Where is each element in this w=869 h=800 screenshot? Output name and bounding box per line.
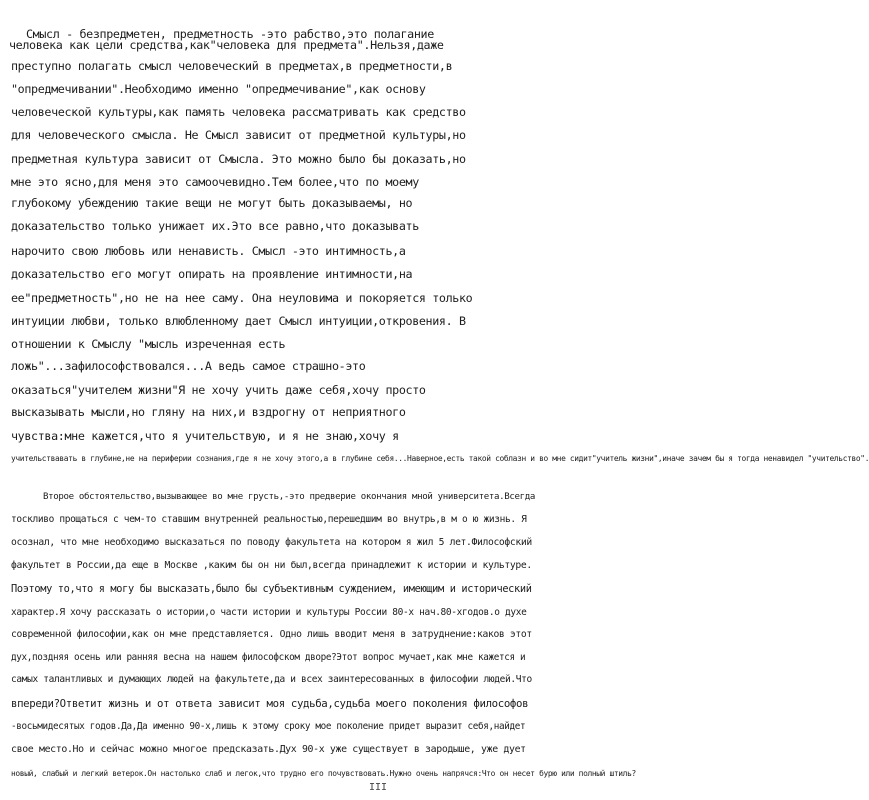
text-line: преступно полагать смысл человеческий в предметах,в предметности,в: [11, 59, 453, 73]
text-line: нарочито свою любовь или ненависть. Смысл -это интимность,а: [11, 244, 406, 258]
text-line: доказательство только унижает их.Это все равно,что доказывать: [11, 219, 419, 233]
text-line: характер.Я хочу рассказать о истории,о части истории и культуры России 80-х нач.80-хгодов.о духе: [11, 607, 527, 618]
text-line: ее"предметность",но не на нее саму. Она неуловима и покоряется только: [11, 291, 473, 305]
text-line: для человеческого смысла. Не Смысл зависит от предметной культуры,но: [11, 128, 466, 142]
text-line: новый, слабый и легкий ветерок.Он настолько слаб и легок,что трудно его почувствовать.Нужно очень напрячся:Что он несет бурю или полный штиль?: [11, 769, 636, 778]
text-line: интуиции любви, только влюбленному дает Смысл интуиции,откровения. В: [11, 314, 466, 328]
text-line: высказывать мысли,но гляну на них,и вздрогну от неприятного: [11, 405, 406, 419]
text-line: -восьмидесятых годов.Да,Да именно 90-х,лишь к этому сроку мое поколение придет выразит себя,найдет: [11, 721, 526, 732]
text-line: чувства:мне кажется,что я учительствую, и я не знаю,хочу я: [11, 429, 399, 443]
text-line: учительствавать в глубине,не на периферии сознания,где я не хочу этого,а в глубине себя...Наверное,есть такой соблазн и во мне сидит"учитель жизни",иначе зачем бы я тогда ненавидел "учительство".: [11, 454, 869, 463]
text-line: современной философии,как он мне представляется. Одно лишь вводит меня в затруднение:каков этот: [11, 629, 532, 640]
text-line: факультет в России,да еще в Москве ,каким бы он ни был,всегда принадлежит к истории и культуре.: [11, 560, 532, 571]
text-line: ложь"...зафилософствовался...А ведь самое страшно-это: [11, 359, 366, 373]
text-line: дух,поздняя осень или ранняя весна на нашем философском дворе?Этот вопрос мучает,как мне кажется и: [11, 652, 526, 663]
page-number: III: [369, 782, 388, 793]
text-line: самых талантливых и думающих людей на факультете,да и всех заинтересованных в философии людей.Что: [11, 674, 532, 685]
text-line: Смысл - безпредметен, предметность -это рабство,это полагание: [26, 27, 434, 41]
text-line: отношении к Смыслу "мысль изреченная есть: [11, 337, 286, 351]
text-line: свое место.Но и сейчас можно многое предсказать.Дух 90-х уже существует в зародыше, уже дует: [11, 744, 526, 755]
text-line: доказательство его могут опирать на проявление интимности,на: [11, 267, 413, 281]
text-line: впереди?Ответит жизнь и от ответа зависит моя судьба,судьба моего поколения философов: [11, 697, 529, 710]
text-line: человека как цели средства,как"человека для предмета".Нельзя,даже: [9, 38, 444, 52]
text-line: мне это ясно,для меня это самоочевидно.Тем более,что по моему: [11, 175, 419, 189]
text-line: предметная культура зависит от Смысла. Это можно было бы доказать,но: [11, 152, 466, 166]
text-line: Поэтому то,что я могу бы высказать,было бы субъективным суждением, имеющим и исторический: [11, 583, 532, 595]
text-line: человеческой культуры,как память человека рассматривать как средство: [11, 105, 466, 119]
text-line: глубокому убеждению такие вещи не могут быть доказываемы, но: [11, 196, 413, 210]
text-line: осознал, что мне необходимо высказаться по поводу факультета на котором я жил 5 лет.Философский: [11, 537, 532, 548]
text-line: оказаться"учителем жизни"Я не хочу учить даже себя,хочу просто: [11, 383, 426, 397]
text-line: "опредмечивании".Необходимо именно "опредмечивание",как основу: [11, 82, 426, 96]
text-line: Второе обстоятельство,вызывающее во мне грусть,-это предверие окончания мной университета.Всегда: [43, 492, 535, 502]
text-line: тоскливо прощаться с чем-то ставшим внутренней реальностью,перешедшим во внутрь,в м о ю жизнь. Я: [11, 514, 527, 525]
